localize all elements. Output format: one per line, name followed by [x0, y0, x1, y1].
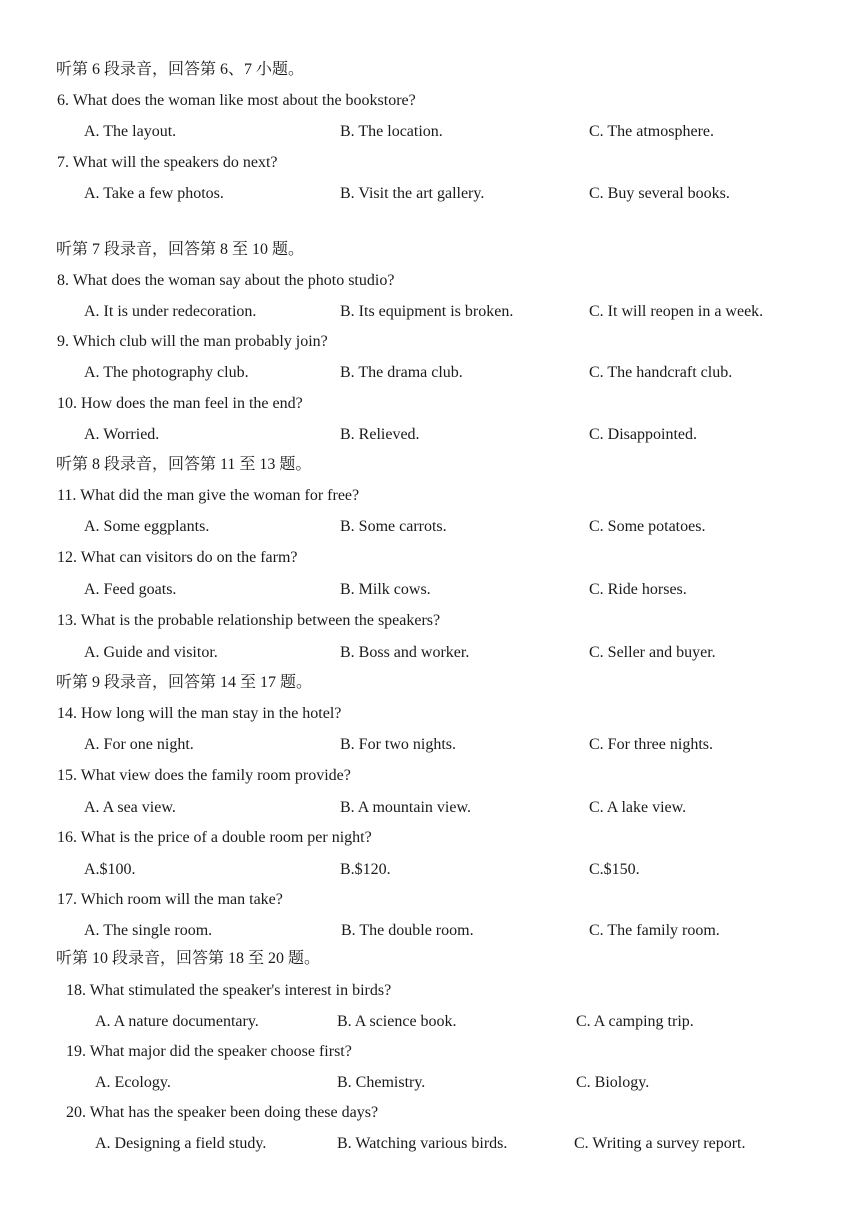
option-a: A. It is under redecoration. [84, 303, 257, 320]
option-c: C. Seller and buyer. [589, 644, 716, 661]
question-text: 9. Which club will the man probably join? [57, 333, 328, 350]
options-row [0, 120, 867, 144]
option-b: B. A science book. [337, 1013, 457, 1030]
option-c: C. Some potatoes. [589, 518, 706, 535]
option-b: B. Milk cows. [340, 581, 431, 598]
option-a: A. Designing a field study. [95, 1135, 267, 1152]
question-text: 20. What has the speaker been doing these days? [66, 1104, 379, 1121]
option-c: C. It will reopen in a week. [589, 303, 764, 320]
option-b: B. Its equipment is broken. [340, 303, 514, 320]
option-c: C. The handcraft club. [589, 364, 733, 381]
question-text: 10. How does the man feel in the end? [57, 395, 303, 412]
option-b: B. For two nights. [340, 736, 457, 753]
option-c: C.$150. [589, 861, 640, 878]
options-row [0, 182, 867, 206]
option-a: A. Feed goats. [84, 581, 177, 598]
section-header: 听第 7 段录音，回答第 8 至 10 题。 [56, 241, 305, 258]
option-c: C. Disappointed. [589, 426, 697, 443]
section-header: 听第 6 段录音，回答第 6、7 小题。 [56, 61, 305, 78]
option-b: B. Relieved. [340, 426, 420, 443]
option-c: C. For three nights. [589, 736, 713, 753]
option-b: B. A mountain view. [340, 799, 471, 816]
options-row [0, 733, 867, 757]
options-row [0, 796, 867, 820]
options-row [0, 1132, 867, 1156]
option-b: B. The location. [340, 123, 443, 140]
options-row [0, 515, 867, 539]
option-b: B. Some carrots. [340, 518, 447, 535]
question-text: 8. What does the woman say about the photo studio? [57, 272, 395, 289]
option-a: A.$100. [84, 861, 136, 878]
options-row [0, 1071, 867, 1095]
option-b: B. Boss and worker. [340, 644, 470, 661]
option-b: B. Chemistry. [337, 1074, 426, 1091]
question-text: 11. What did the man give the woman for free? [57, 487, 360, 504]
option-a: A. Worried. [84, 426, 160, 443]
option-b: B. Watching various birds. [337, 1135, 508, 1152]
option-b: B. The double room. [341, 922, 474, 939]
option-a: A. Take a few photos. [84, 185, 224, 202]
option-c: C. A camping trip. [576, 1013, 694, 1030]
options-row [0, 919, 867, 943]
options-row [0, 423, 867, 447]
option-a: A. For one night. [84, 736, 194, 753]
question-text: 18. What stimulated the speaker's interest in birds? [66, 982, 392, 999]
option-a: A. A nature documentary. [95, 1013, 259, 1030]
option-c: C. Writing a survey report. [574, 1135, 746, 1152]
option-a: A. The photography club. [84, 364, 249, 381]
options-row [0, 858, 867, 882]
options-row [0, 578, 867, 602]
option-c: C. Ride horses. [589, 581, 687, 598]
option-c: C. Biology. [576, 1074, 650, 1091]
option-c: C. The family room. [589, 922, 720, 939]
options-row [0, 1010, 867, 1034]
option-c: C. A lake view. [589, 799, 687, 816]
question-text: 19. What major did the speaker choose first? [66, 1043, 352, 1060]
section-header: 听第 8 段录音，回答第 11 至 13 题。 [56, 456, 312, 473]
options-row [0, 641, 867, 665]
option-b: B.$120. [340, 861, 391, 878]
question-text: 12. What can visitors do on the farm? [57, 549, 298, 566]
option-c: C. Buy several books. [589, 185, 730, 202]
question-text: 16. What is the price of a double room per night? [57, 829, 372, 846]
question-text: 7. What will the speakers do next? [57, 154, 278, 171]
question-text: 15. What view does the family room provide? [57, 767, 351, 784]
option-a: A. Guide and visitor. [84, 644, 218, 661]
option-a: A. The layout. [84, 123, 177, 140]
section-header: 听第 10 段录音，回答第 18 至 20 题。 [56, 950, 321, 967]
option-a: A. Some eggplants. [84, 518, 210, 535]
option-a: A. The single room. [84, 922, 213, 939]
option-a: A. Ecology. [95, 1074, 171, 1091]
option-a: A. A sea view. [84, 799, 176, 816]
options-row [0, 300, 867, 324]
question-text: 17. Which room will the man take? [57, 891, 283, 908]
question-text: 13. What is the probable relationship between the speakers? [57, 612, 441, 629]
option-b: B. Visit the art gallery. [340, 185, 485, 202]
question-text: 14. How long will the man stay in the hotel? [57, 705, 342, 722]
option-c: C. The atmosphere. [589, 123, 715, 140]
option-b: B. The drama club. [340, 364, 463, 381]
section-header: 听第 9 段录音，回答第 14 至 17 题。 [56, 674, 313, 691]
question-text: 6. What does the woman like most about the bookstore? [57, 92, 416, 109]
options-row [0, 361, 867, 385]
